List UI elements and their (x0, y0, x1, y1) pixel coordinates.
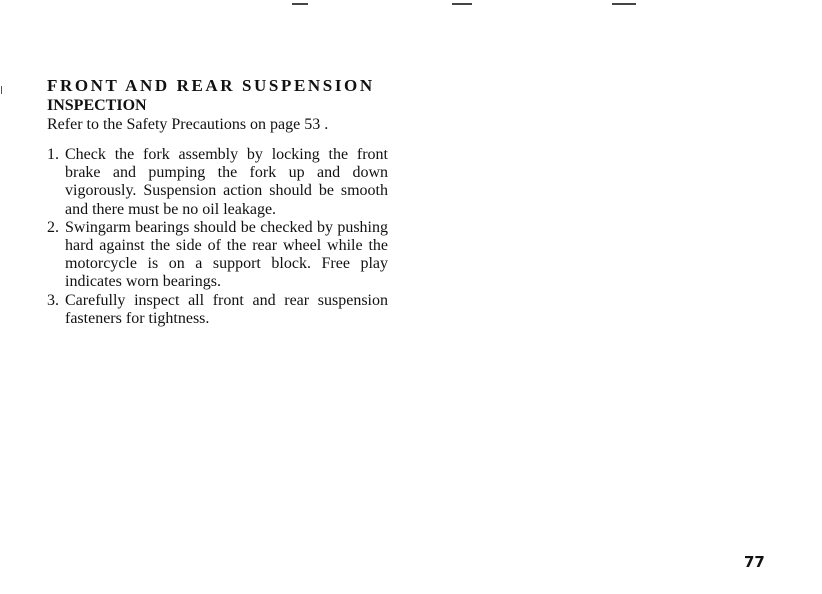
section-subtitle: INSPECTION (47, 97, 147, 114)
step-number: 3. (47, 291, 59, 309)
step-item (47, 292, 388, 328)
step-number: 1. (47, 146, 59, 163)
step-item (47, 219, 388, 292)
step-text: Check the fork assembly by locking the front brake and pumping the fork up and down vigorously. Suspension action should be smooth and there must be no oil leakage. (65, 146, 388, 218)
section-title: FRONT AND REAR SUSPENSION (47, 76, 375, 95)
top-crop-marks (0, 0, 822, 10)
step-text: Carefully inspect all front and rear suspension fasteners for tightness. (65, 291, 388, 327)
crop-mark (612, 3, 636, 5)
page-number: 77 (744, 553, 765, 571)
step-text: Swingarm bearings should be checked by pushing hard against the side of the rear wheel while the motorcycle is on a support block. Free play indicates worn bearings. (65, 218, 388, 291)
intro-text: Refer to the Safety Precautions on page 53 . (47, 116, 329, 133)
crop-mark (292, 3, 308, 5)
suspension-section (47, 75, 388, 328)
step-item (47, 146, 388, 219)
edge-mark (1, 86, 2, 94)
inspection-steps (47, 146, 388, 328)
crop-mark (452, 3, 472, 5)
step-number: 2. (47, 218, 59, 236)
